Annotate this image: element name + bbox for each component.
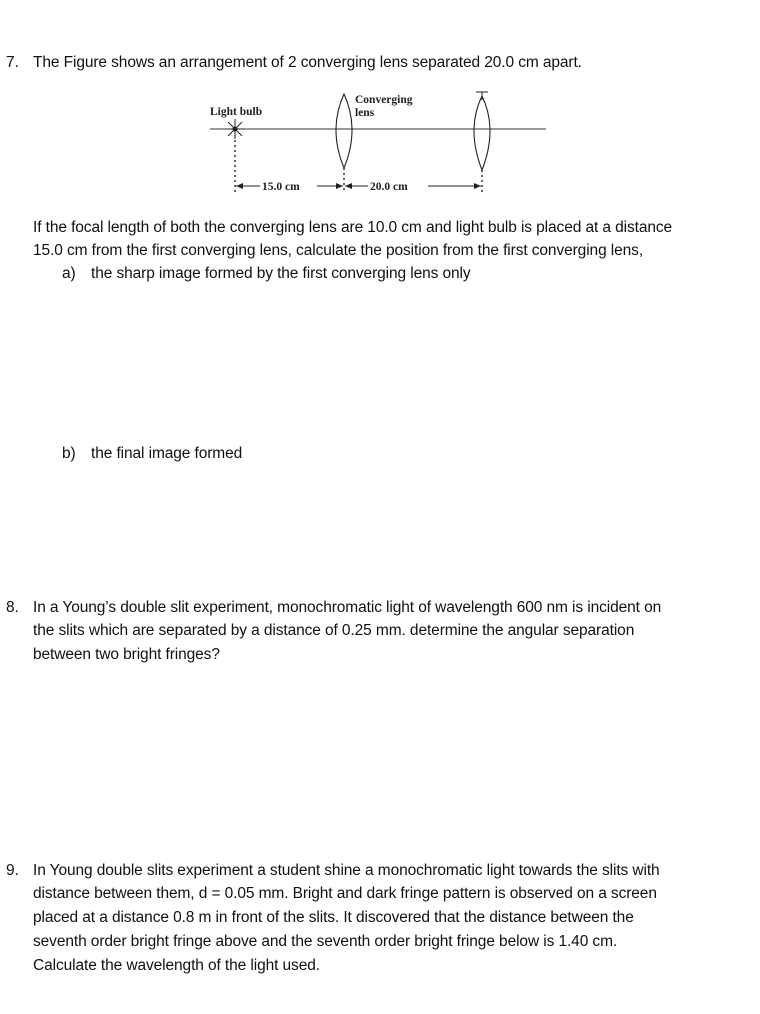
question-8-line-2: the slits which are separated by a distance of 0.25 mm. determine the angular separation [33,622,635,639]
question-9-number: 9. [6,862,19,879]
distance-label-2: 20.0 cm [370,181,408,193]
part-b-text: the final image formed [91,445,243,462]
question-9-line-5: Calculate the wavelength of the light used. [33,957,320,974]
question-7-body-line-1: If the focal length of both the converging lens are 10.0 cm and light bulb is placed at a distance [33,219,673,236]
converging-label: Converging [355,94,413,106]
lens-diagram [200,82,560,202]
part-b-label: b) [62,445,76,462]
question-8-line-3: between two bright fringes? [33,646,220,663]
part-a-text: the sharp image formed by the first converging lens only [91,265,471,282]
question-9-line-3: placed at a distance 0.8 m in front of the slits. It discovered that the distance between the [33,909,634,926]
question-9-line-1: In Young double slits experiment a student shine a monochromatic light towards the slits with [33,862,660,879]
first-converging-lens [336,94,352,168]
question-7-number: 7. [6,54,19,71]
light-bulb-icon [225,119,245,139]
question-8-line-1: In a Young’s double slit experiment, monochromatic light of wavelength 600 nm is incident on [33,599,662,616]
light-bulb-label: Light bulb [210,106,263,118]
distance-label-1: 15.0 cm [262,181,300,193]
question-9-line-4: seventh order bright fringe above and the seventh order bright fringe below is 1.40 cm. [33,933,618,950]
question-9-line-2: distance between them, d = 0.05 mm. Bright and dark fringe pattern is observed on a screen [33,885,657,902]
second-converging-lens [474,96,490,170]
part-a-label: a) [62,265,76,282]
question-7-stem: The Figure shows an arrangement of 2 converging lens separated 20.0 cm apart. [33,54,582,71]
question-8-number: 8. [6,599,19,616]
question-7-body-line-2: 15.0 cm from the first converging lens, calculate the position from the first converging lens, [33,242,644,259]
lens-label: lens [355,107,375,119]
lens-arrangement-figure [200,82,560,202]
